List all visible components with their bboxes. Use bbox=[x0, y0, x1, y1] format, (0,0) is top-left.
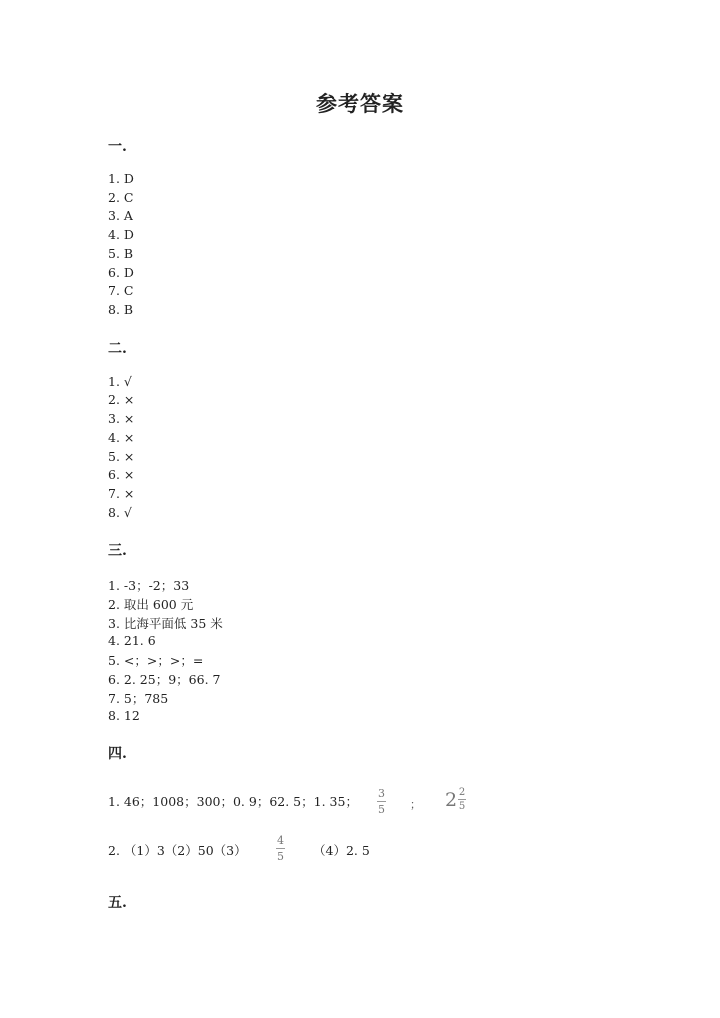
answer-item: 4. × bbox=[108, 430, 135, 445]
section-heading-2: 二. bbox=[108, 341, 127, 357]
answer-item: 7. × bbox=[108, 486, 135, 501]
fraction-numerator: 4 bbox=[277, 834, 284, 847]
page-title: 参考答案 bbox=[316, 91, 404, 116]
answer-item: 5. <；>；>；= bbox=[108, 653, 204, 668]
fraction-denominator: 5 bbox=[277, 850, 284, 863]
section-heading-1: 一. bbox=[108, 139, 127, 155]
separator: ； bbox=[410, 798, 421, 811]
answer-item: 7. 5；785 bbox=[108, 691, 169, 706]
answer-item: 8. √ bbox=[108, 505, 132, 520]
answer-item: 1. √ bbox=[108, 374, 132, 389]
fraction-numerator: 2 bbox=[458, 787, 466, 798]
answer-item: 5. × bbox=[108, 449, 135, 464]
fraction-denominator: 5 bbox=[458, 801, 466, 812]
answer-item: 3. × bbox=[108, 411, 135, 426]
answer-item: 1. D bbox=[108, 171, 134, 186]
fraction-bar bbox=[377, 801, 386, 802]
fraction-bar bbox=[458, 799, 466, 800]
answer-item: 6. × bbox=[108, 467, 135, 482]
answer-item: 1. 46；1008；300；0. 9；62. 5；1. 35； bbox=[108, 794, 358, 809]
answer-item: 3. A bbox=[108, 208, 133, 223]
fraction bbox=[276, 834, 285, 863]
answer-item: 2. × bbox=[108, 392, 135, 407]
fraction-numerator: 3 bbox=[378, 787, 385, 800]
answer-item: 8. B bbox=[108, 302, 134, 317]
answer-item: 4. 21. 6 bbox=[108, 633, 156, 648]
answer-item: 5. B bbox=[108, 246, 134, 261]
answer-item: 2. C bbox=[108, 190, 134, 205]
section-heading-5: 五. bbox=[108, 895, 127, 911]
section-heading-3: 三. bbox=[108, 543, 127, 559]
answer-item: 4. D bbox=[108, 227, 134, 242]
answer-item: 1. -3；-2；33 bbox=[108, 578, 190, 593]
answer-item: 8. 12 bbox=[108, 708, 140, 723]
answer-item: 2. 取出 600 元 bbox=[108, 597, 194, 612]
answer-item-end: （4）2. 5 bbox=[313, 843, 370, 858]
fraction bbox=[458, 787, 466, 812]
fraction bbox=[377, 787, 386, 816]
answer-item: 6. 2. 25；9；66. 7 bbox=[108, 672, 221, 687]
fraction-denominator: 5 bbox=[378, 803, 385, 816]
answer-item: 6. D bbox=[108, 265, 134, 280]
fraction-bar bbox=[276, 848, 285, 849]
mixed-whole: 2 bbox=[445, 788, 458, 811]
section-heading-4: 四. bbox=[108, 746, 127, 762]
answer-item: 3. 比海平面低 35 米 bbox=[108, 616, 223, 631]
answer-item: 2. （1）3（2）50（3） bbox=[108, 843, 247, 858]
mixed-number bbox=[445, 787, 466, 812]
answer-item: 7. C bbox=[108, 283, 134, 298]
